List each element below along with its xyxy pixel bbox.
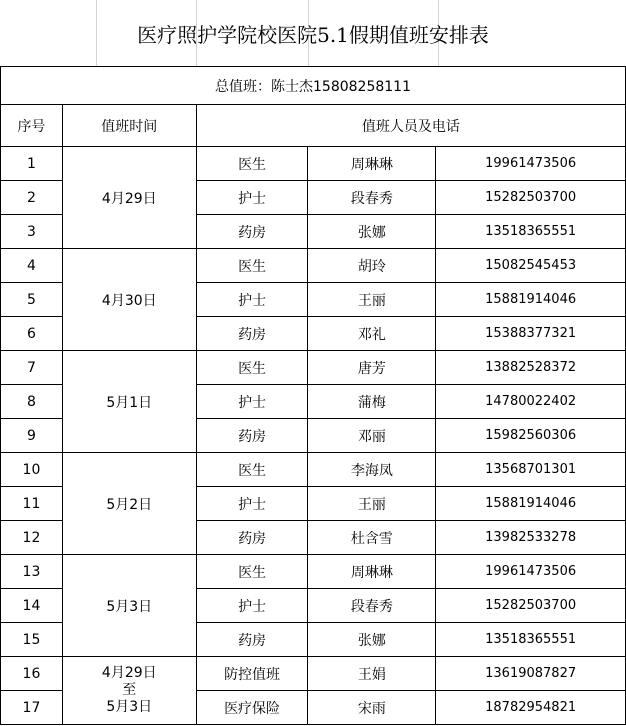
- table-row: [1, 657, 626, 691]
- staff-role: 医生: [196, 147, 308, 181]
- staff-phone: 15982560306: [436, 419, 626, 453]
- duty-date: 5月3日: [62, 555, 196, 657]
- row-number: 17: [1, 691, 63, 725]
- staff-role: 医疗保险: [196, 691, 308, 725]
- row-number: 3: [1, 215, 63, 249]
- table-row: [1, 453, 626, 487]
- staff-name: 王丽: [308, 283, 436, 317]
- staff-phone: 19961473506: [436, 147, 626, 181]
- staff-role: 医生: [196, 249, 308, 283]
- staff-name: 李海凤: [308, 453, 436, 487]
- row-number: 15: [1, 623, 63, 657]
- staff-phone: 14780022402: [436, 385, 626, 419]
- staff-role: 护士: [196, 589, 308, 623]
- staff-phone: 15282503700: [436, 181, 626, 215]
- duty-date: 5月2日: [62, 453, 196, 555]
- page-title: 医疗照护学院校医院5.1假期值班安排表: [137, 23, 489, 47]
- staff-role: 药房: [196, 317, 308, 351]
- staff-name: 唐芳: [308, 351, 436, 385]
- row-number: 8: [1, 385, 63, 419]
- duty-date: 5月1日: [62, 351, 196, 453]
- staff-name: 张娜: [308, 215, 436, 249]
- staff-role: 护士: [196, 181, 308, 215]
- staff-name: 蒲梅: [308, 385, 436, 419]
- staff-phone: 15082545453: [436, 249, 626, 283]
- staff-name: 邓丽: [308, 419, 436, 453]
- row-number: 16: [1, 657, 63, 691]
- staff-phone: 15881914046: [436, 283, 626, 317]
- staff-name: 宋雨: [308, 691, 436, 725]
- staff-phone: 13982533278: [436, 521, 626, 555]
- staff-role: 防控值班: [196, 657, 308, 691]
- chief-duty-cell: 总值班：陈士杰15808258111: [1, 67, 626, 105]
- staff-phone: 15388377321: [436, 317, 626, 351]
- duty-date: 4月29日: [62, 147, 196, 249]
- staff-role: 护士: [196, 385, 308, 419]
- staff-phone: 13619087827: [436, 657, 626, 691]
- staff-phone: 13518365551: [436, 623, 626, 657]
- staff-name: 段春秀: [308, 181, 436, 215]
- staff-role: 药房: [196, 419, 308, 453]
- staff-name: 杜含雪: [308, 521, 436, 555]
- staff-phone: 15282503700: [436, 589, 626, 623]
- duty-date-range: [62, 657, 196, 725]
- staff-name: 王丽: [308, 487, 436, 521]
- staff-name: 周琳琳: [308, 555, 436, 589]
- staff-name: 邓礼: [308, 317, 436, 351]
- header-time: 值班时间: [62, 105, 196, 147]
- duty-date: 4月30日: [62, 249, 196, 351]
- staff-name: 周琳琳: [308, 147, 436, 181]
- row-number: 1: [1, 147, 63, 181]
- staff-name: 胡玲: [308, 249, 436, 283]
- table-row: [1, 351, 626, 385]
- header-staff: 值班人员及电话: [196, 105, 625, 147]
- staff-phone: 13882528372: [436, 351, 626, 385]
- row-number: 5: [1, 283, 63, 317]
- range-end: 5月3日: [106, 699, 153, 715]
- staff-role: 医生: [196, 453, 308, 487]
- staff-name: 张娜: [308, 623, 436, 657]
- staff-role: 医生: [196, 555, 308, 589]
- staff-role: 药房: [196, 521, 308, 555]
- duty-table: [0, 66, 626, 725]
- staff-role: 药房: [196, 215, 308, 249]
- header-index: 序号: [1, 105, 63, 147]
- staff-role: 护士: [196, 487, 308, 521]
- staff-role: 药房: [196, 623, 308, 657]
- row-number: 10: [1, 453, 63, 487]
- row-number: 2: [1, 181, 63, 215]
- staff-role: 医生: [196, 351, 308, 385]
- header-row: [1, 105, 626, 147]
- range-start: 4月29日: [101, 665, 157, 681]
- staff-phone: 19961473506: [436, 555, 626, 589]
- table-row: [1, 555, 626, 589]
- staff-name: 王娟: [308, 657, 436, 691]
- staff-phone: 18782954821: [436, 691, 626, 725]
- row-number: 6: [1, 317, 63, 351]
- chief-duty-row: [1, 67, 626, 105]
- row-number: 4: [1, 249, 63, 283]
- staff-phone: 13568701301: [436, 453, 626, 487]
- table-row: [1, 147, 626, 181]
- table-row: [1, 249, 626, 283]
- staff-phone: 15881914046: [436, 487, 626, 521]
- staff-name: 段春秀: [308, 589, 436, 623]
- staff-phone: 13518365551: [436, 215, 626, 249]
- row-number: 9: [1, 419, 63, 453]
- range-separator: 至: [122, 682, 137, 698]
- row-number: 11: [1, 487, 63, 521]
- row-number: 14: [1, 589, 63, 623]
- row-number: 12: [1, 521, 63, 555]
- row-number: 13: [1, 555, 63, 589]
- staff-role: 护士: [196, 283, 308, 317]
- row-number: 7: [1, 351, 63, 385]
